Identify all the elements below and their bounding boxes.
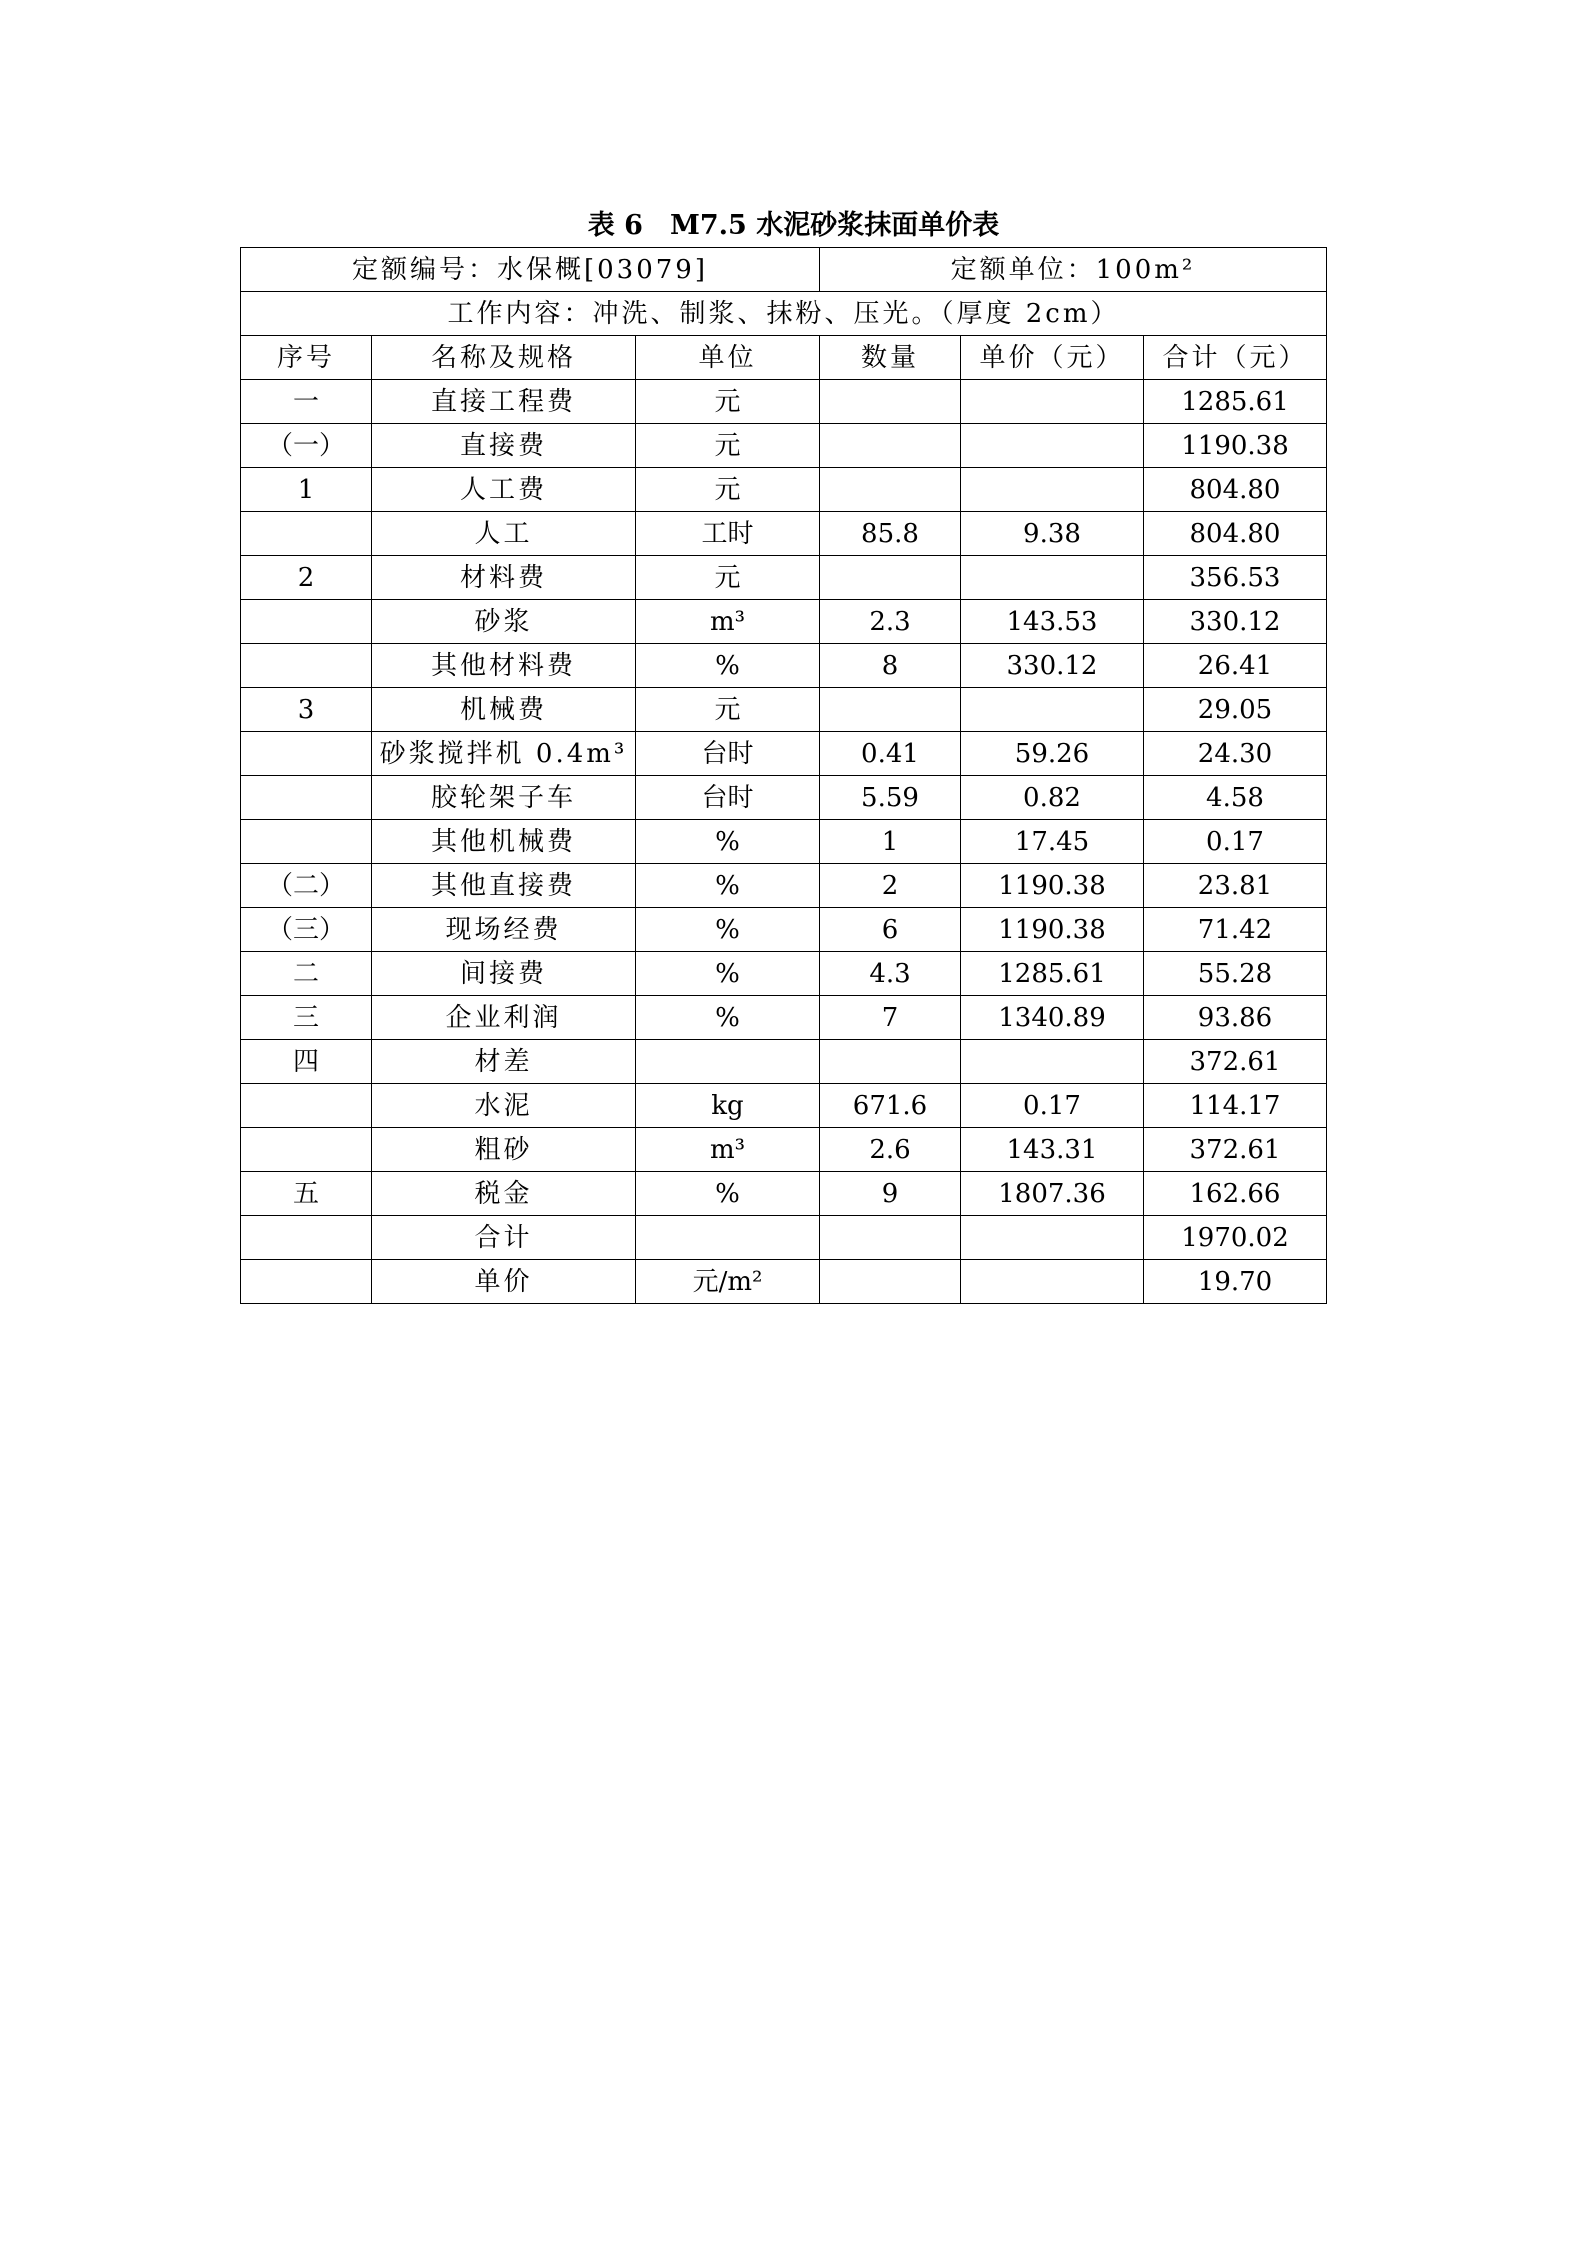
row-name: 间接费 [372,952,636,996]
row-no [241,644,372,688]
row-qty: 8 [820,644,961,688]
row-name: 现场经费 [372,908,636,952]
row-name: 材差 [372,1040,636,1084]
row-no: 一 [241,380,372,424]
row-unit [636,1040,820,1084]
row-price: 0.82 [961,776,1144,820]
row-no: 1 [241,468,372,512]
row-total: 804.80 [1144,512,1327,556]
table-row [241,556,1327,600]
row-unit: 台时 [636,776,820,820]
row-qty: 0.41 [820,732,961,776]
row-price [961,424,1144,468]
row-qty [820,1260,961,1304]
row-unit: 元 [636,556,820,600]
row-unit: 元 [636,424,820,468]
row-unit: % [636,996,820,1040]
row-unit: kg [636,1084,820,1128]
row-total: 1970.02 [1144,1216,1327,1260]
table-row [241,380,1327,424]
table-row [241,1260,1327,1304]
row-price: 143.53 [961,600,1144,644]
row-price: 1190.38 [961,908,1144,952]
column-header-price: 单价（元） [961,336,1144,380]
row-name: 其他直接费 [372,864,636,908]
row-name: 单价 [372,1260,636,1304]
row-unit: 工时 [636,512,820,556]
meta-row-quota [241,248,1327,292]
row-price [961,556,1144,600]
row-no [241,1260,372,1304]
row-total: 4.58 [1144,776,1327,820]
row-total: 804.80 [1144,468,1327,512]
table-row [241,512,1327,556]
row-qty [820,556,961,600]
unit-price-table [240,247,1327,1304]
table-row [241,908,1327,952]
meta-row-work [241,292,1327,336]
row-name: 胶轮架子车 [372,776,636,820]
row-qty: 6 [820,908,961,952]
row-qty: 1 [820,820,961,864]
column-header-qty: 数量 [820,336,961,380]
row-unit: % [636,644,820,688]
table-row [241,996,1327,1040]
row-unit: % [636,1172,820,1216]
column-header-unit: 单位 [636,336,820,380]
row-price: 1285.61 [961,952,1144,996]
row-qty: 2.3 [820,600,961,644]
row-total: 372.61 [1144,1040,1327,1084]
table-row [241,424,1327,468]
row-no: 二 [241,952,372,996]
row-no [241,1216,372,1260]
row-price [961,688,1144,732]
row-qty: 85.8 [820,512,961,556]
row-total: 19.70 [1144,1260,1327,1304]
row-name: 合计 [372,1216,636,1260]
row-unit: 元/m² [636,1260,820,1304]
table-row [241,688,1327,732]
column-header-no: 序号 [241,336,372,380]
row-name: 人工 [372,512,636,556]
row-no [241,820,372,864]
row-total: 0.17 [1144,820,1327,864]
row-unit [636,1216,820,1260]
row-no [241,776,372,820]
row-price: 1340.89 [961,996,1144,1040]
row-qty: 2 [820,864,961,908]
row-price: 59.26 [961,732,1144,776]
row-price [961,468,1144,512]
row-price: 1807.36 [961,1172,1144,1216]
row-qty [820,688,961,732]
row-total: 24.30 [1144,732,1327,776]
row-qty: 2.6 [820,1128,961,1172]
row-unit: % [636,864,820,908]
row-no: 三 [241,996,372,1040]
row-unit: % [636,908,820,952]
row-unit: 元 [636,380,820,424]
row-no [241,1128,372,1172]
table-row [241,820,1327,864]
row-no: 五 [241,1172,372,1216]
table-row [241,1040,1327,1084]
table-row [241,732,1327,776]
row-no [241,732,372,776]
table-row [241,644,1327,688]
row-unit: m³ [636,1128,820,1172]
row-unit: 元 [636,688,820,732]
row-total: 29.05 [1144,688,1327,732]
row-qty [820,468,961,512]
row-name: 水泥 [372,1084,636,1128]
column-header-total: 合计（元） [1144,336,1327,380]
row-name: 人工费 [372,468,636,512]
row-price: 9.38 [961,512,1144,556]
row-price [961,380,1144,424]
row-total: 23.81 [1144,864,1327,908]
table-row [241,864,1327,908]
row-total: 1190.38 [1144,424,1327,468]
row-name: 砂浆 [372,600,636,644]
table-row [241,1216,1327,1260]
row-total: 162.66 [1144,1172,1327,1216]
row-unit: 台时 [636,732,820,776]
row-name: 直接工程费 [372,380,636,424]
row-price: 17.45 [961,820,1144,864]
row-total: 372.61 [1144,1128,1327,1172]
row-price [961,1216,1144,1260]
row-qty [820,424,961,468]
quota-unit: 定额单位：100m² [820,248,1327,292]
row-no [241,512,372,556]
column-header-name: 名称及规格 [372,336,636,380]
row-price: 0.17 [961,1084,1144,1128]
row-total: 356.53 [1144,556,1327,600]
row-name: 企业利润 [372,996,636,1040]
row-total: 55.28 [1144,952,1327,996]
row-price [961,1040,1144,1084]
row-price: 1190.38 [961,864,1144,908]
row-name: 材料费 [372,556,636,600]
row-name: 其他材料费 [372,644,636,688]
row-name: 其他机械费 [372,820,636,864]
row-unit: % [636,820,820,864]
row-price [961,1260,1144,1304]
row-price: 143.31 [961,1128,1144,1172]
row-unit: 元 [636,468,820,512]
row-no: （一） [241,424,372,468]
table-row [241,1084,1327,1128]
table-row [241,776,1327,820]
row-no: （三） [241,908,372,952]
row-no [241,1084,372,1128]
row-name: 粗砂 [372,1128,636,1172]
row-qty: 7 [820,996,961,1040]
row-total: 1285.61 [1144,380,1327,424]
row-total: 93.86 [1144,996,1327,1040]
row-qty [820,380,961,424]
row-price: 330.12 [961,644,1144,688]
table-row [241,952,1327,996]
table-row [241,1172,1327,1216]
row-no: 2 [241,556,372,600]
table-row [241,1128,1327,1172]
row-no: （二） [241,864,372,908]
row-no: 3 [241,688,372,732]
row-qty: 5.59 [820,776,961,820]
table-row [241,600,1327,644]
row-qty [820,1040,961,1084]
row-qty [820,1216,961,1260]
row-total: 26.41 [1144,644,1327,688]
row-total: 71.42 [1144,908,1327,952]
row-total: 114.17 [1144,1084,1327,1128]
row-name: 税金 [372,1172,636,1216]
row-qty: 4.3 [820,952,961,996]
row-name: 直接费 [372,424,636,468]
row-no: 四 [241,1040,372,1084]
table-title: 表 6 M7.5 水泥砂浆抹面单价表 [587,210,1000,241]
row-no [241,600,372,644]
row-unit: % [636,952,820,996]
quota-code: 定额编号：水保概[03079] [241,248,820,292]
row-total: 330.12 [1144,600,1327,644]
row-name: 机械费 [372,688,636,732]
work-content: 工作内容：冲洗、制浆、抹粉、压光。（厚度 2cm） [241,292,1327,336]
row-qty: 9 [820,1172,961,1216]
header-row [241,336,1327,380]
row-name: 砂浆搅拌机 0.4m³ [372,732,636,776]
row-unit: m³ [636,600,820,644]
table-row [241,468,1327,512]
row-qty: 671.6 [820,1084,961,1128]
